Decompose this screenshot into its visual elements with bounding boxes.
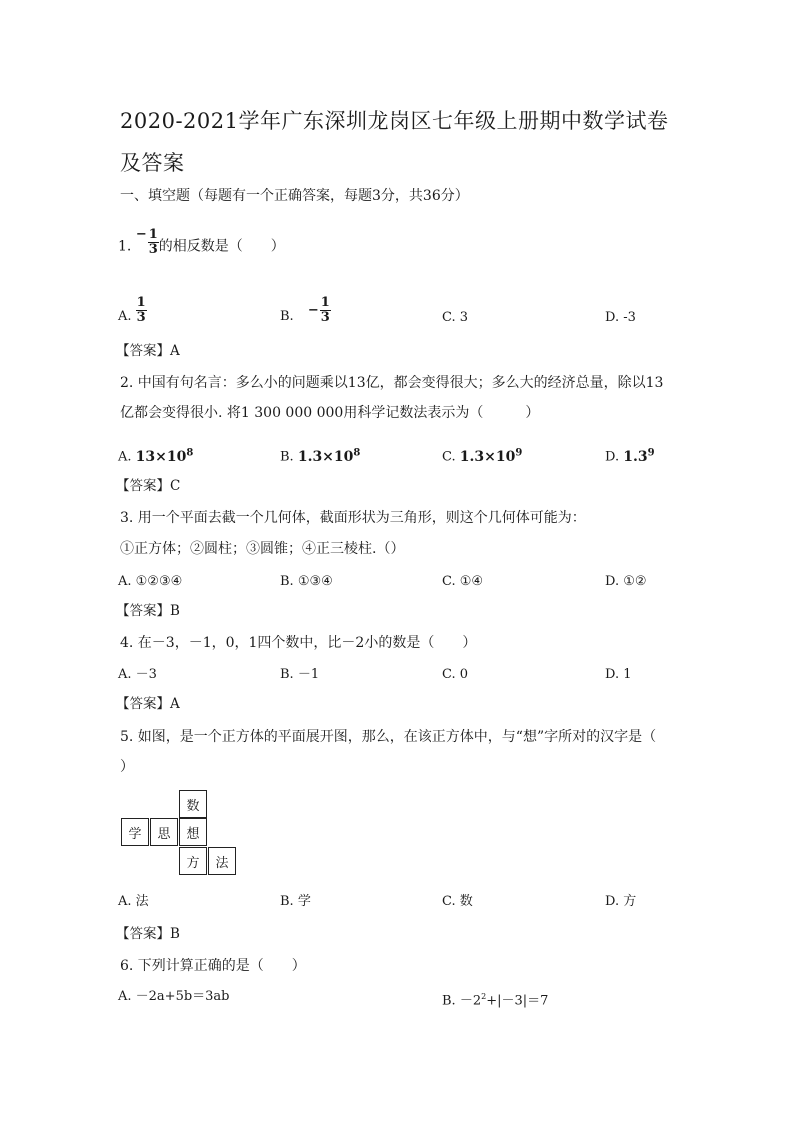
answer: 【答案】C [116, 478, 181, 494]
net-cell-xue: 学 [121, 818, 149, 846]
question-text: 的相反数是（ ） [158, 238, 285, 255]
fraction: $\frac{1}{3}$ [136, 295, 146, 325]
option-b: B. − $\frac{1}{3}$ [280, 295, 330, 325]
option-a: A. 法 [118, 894, 149, 909]
option-b: B. ①③④ [280, 574, 333, 589]
question-3-line-1: 3. 用一个平面去截一个几何体，截面形状为三角形，则这个几何体可能为： [120, 510, 586, 526]
net-cell-fa: 法 [208, 847, 236, 875]
question-2-line-1: 2. 中国有句名言：多么小的问题乘以13亿，都会变得很大；多么大的经济总量，除以13 [120, 375, 664, 391]
option-c: C. $1.3\times 10^9$ [442, 447, 523, 465]
answer: 【答案】A [116, 343, 180, 359]
option-d: D. ①② [605, 574, 647, 589]
question-5-line-2: ） [120, 759, 134, 775]
option-b: B. $-2^2+|-3|=7$ [442, 992, 549, 1009]
question-6: 6. 下列计算正确的是（ ） [120, 958, 306, 974]
option-b: B. $1.3\times 10^8$ [280, 447, 361, 465]
question-4: 4. 在－3，－1，0，1四个数中，比－2小的数是（ ） [120, 635, 477, 651]
section-heading: 一、填空题（每题有一个正确答案，每题3分，共36分） [120, 188, 469, 204]
net-cell-fang: 方 [179, 847, 207, 875]
net-cell-xiang: 想 [179, 818, 207, 846]
option-c: C. 3 [442, 310, 469, 325]
option-a: A. －3 [118, 667, 157, 682]
option-a: A. $13\times 10^8$ [118, 447, 194, 465]
option-c: C. 0 [442, 667, 469, 682]
question-number: 1. [118, 238, 132, 255]
option-d: D. -3 [605, 310, 636, 325]
net-cell-si: 思 [150, 818, 178, 846]
option-c: C. ①④ [442, 574, 484, 589]
answer: 【答案】B [116, 926, 180, 942]
fraction: $\frac{1}{3}$ [148, 227, 158, 257]
fraction-sign: − [135, 226, 147, 242]
question-3-line-2: ①正方体；②圆柱；③圆锥；④正三棱柱.（） [120, 541, 405, 557]
option-d: D. $1.3^9$ [605, 447, 655, 465]
page-title: 2020-2021学年广东深圳龙岗区七年级上册期中数学试卷及答案 [120, 109, 669, 175]
answer: 【答案】A [116, 696, 180, 712]
option-b: B. 学 [280, 894, 311, 909]
option-a: A. ①②③④ [118, 574, 183, 589]
fraction: $\frac{1}{3}$ [320, 295, 330, 325]
option-a: A. －2a+5b＝3ab [118, 989, 230, 1004]
option-a: A. $\frac{1}{3}$ [118, 295, 146, 325]
question-5-line-1: 5. 如图，是一个正方体的平面展开图，那么，在该正方体中，与“想”字所对的汉字是（ [120, 729, 657, 745]
option-c: C. 数 [442, 894, 473, 909]
option-b: B. －1 [280, 667, 320, 682]
question-2-line-2: 亿都会变得很小. 将1 300 000 000用科学记数法表示为（ ） [120, 405, 540, 421]
option-d: D. 1 [605, 667, 632, 682]
option-d: D. 方 [605, 894, 637, 909]
net-cell-shu: 数 [179, 790, 207, 818]
question-1 [118, 226, 285, 261]
answer: 【答案】B [116, 603, 180, 619]
